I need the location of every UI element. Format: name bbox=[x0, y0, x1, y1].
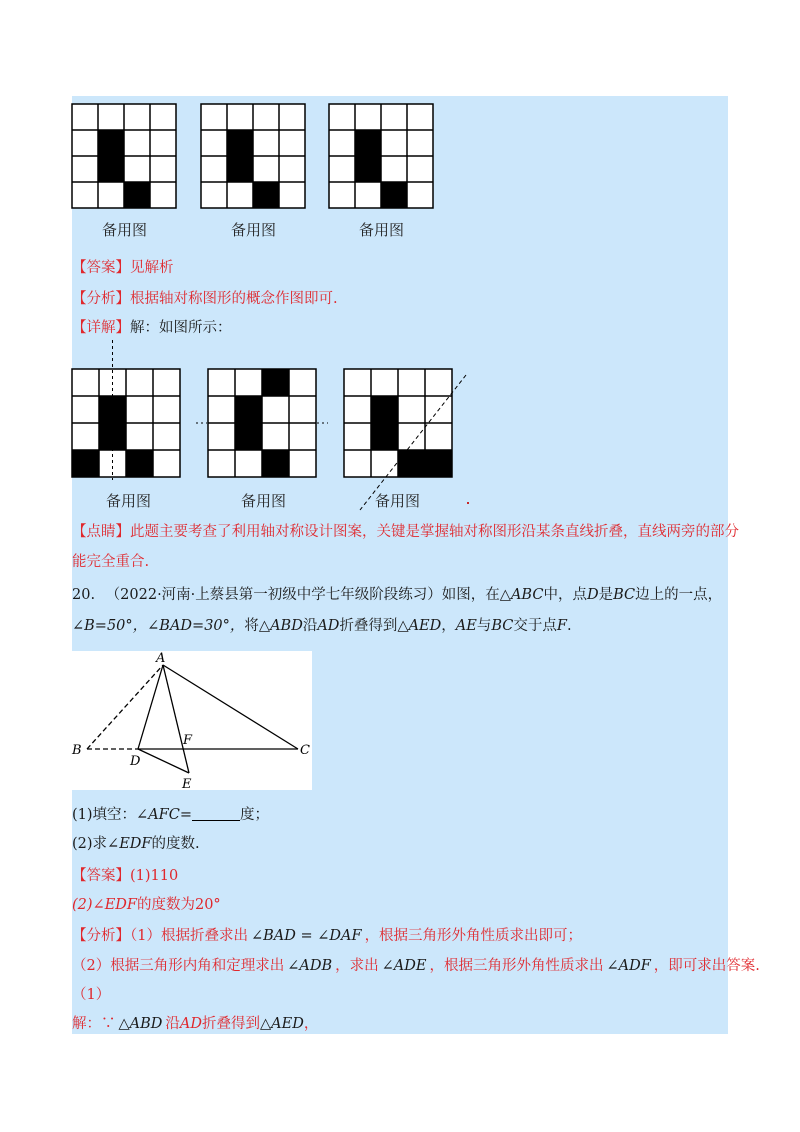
detail-text: 解：如图所示： bbox=[130, 320, 232, 336]
solution-text: 折叠得到 bbox=[202, 1016, 261, 1032]
solution-caption-2: 备用图 bbox=[241, 492, 287, 510]
analysis-text: 根据轴对称图形的概念作图即可. bbox=[130, 291, 338, 307]
backup-grid-2 bbox=[201, 104, 305, 208]
q20-text: 如图，在 bbox=[441, 587, 500, 603]
q20-angle-bad: ∠BAD=30°， bbox=[147, 618, 245, 634]
q20-text: 交于点 bbox=[513, 618, 557, 634]
solution-grid-2 bbox=[196, 365, 330, 480]
backup-caption-2: 备用图 bbox=[231, 221, 277, 239]
analysis2-math: ∠ADF bbox=[606, 958, 651, 974]
analysis2-text: ，求出 bbox=[335, 958, 379, 974]
solution-grid-1 bbox=[72, 340, 182, 480]
answer2-part1: (1)110 bbox=[130, 868, 179, 884]
q20-text: 与 bbox=[476, 618, 492, 634]
detail-line-1 bbox=[72, 318, 232, 338]
analysis2-text: （1）根据折叠求出 bbox=[130, 928, 248, 944]
q20-angle-b: ∠B=50°， bbox=[72, 618, 148, 634]
analysis2-tag: 【分析】 bbox=[72, 928, 130, 944]
q20-point-d: D bbox=[586, 587, 599, 603]
answer-line-3 bbox=[72, 895, 221, 915]
analysis2-math: ∠ADE bbox=[381, 958, 427, 974]
answer-text: 见解析 bbox=[130, 260, 174, 276]
label-b: B bbox=[72, 743, 82, 758]
q20-seg-ad: AD bbox=[317, 618, 340, 634]
solution-tri: △ABD bbox=[118, 1016, 163, 1032]
label-e: E bbox=[182, 777, 192, 792]
question-20-line-2 bbox=[72, 616, 572, 636]
solution-tri: △AED bbox=[260, 1016, 304, 1032]
analysis-line-1 bbox=[72, 289, 338, 309]
stray-dot bbox=[467, 502, 469, 504]
q20-seg-ae: AE bbox=[455, 618, 477, 634]
q20-tri-abc: △ABC bbox=[499, 587, 544, 603]
q20-point-f: F bbox=[556, 618, 567, 634]
sub-question-2 bbox=[72, 834, 200, 854]
analysis2-text: （1） bbox=[72, 987, 111, 1003]
q20-text: 是 bbox=[598, 587, 614, 603]
solution-line bbox=[72, 1014, 318, 1034]
answer2-angle: (2)∠EDF bbox=[72, 897, 137, 913]
sub1-angle-afc: ∠AFC= bbox=[136, 807, 192, 823]
comment-tag: 【点睛】 bbox=[72, 524, 130, 540]
q20-text: 将 bbox=[244, 618, 259, 634]
q20-text: 中，点 bbox=[543, 587, 587, 603]
backup-caption-3: 备用图 bbox=[359, 221, 405, 239]
answer2-tag: 【答案】 bbox=[72, 868, 130, 884]
analysis2-text: ，即可求出答案. bbox=[653, 958, 760, 974]
blank-line bbox=[192, 806, 240, 821]
q20-seg-bc: BC bbox=[491, 618, 514, 634]
q20-seg-bc: BC bbox=[613, 587, 636, 603]
q20-text: 折叠得到 bbox=[339, 618, 398, 634]
analysis-line-2 bbox=[72, 926, 582, 946]
comment-text-2: 能完全重合. bbox=[72, 554, 150, 570]
analysis2-text: ，根据三角形外角性质求出即可； bbox=[364, 928, 583, 944]
backup-caption-1: 备用图 bbox=[102, 221, 148, 239]
q20-tri-abd: △ABD bbox=[258, 618, 303, 634]
label-f: F bbox=[183, 733, 193, 748]
sub2-text: (2)求 bbox=[72, 836, 108, 852]
answer-line-1 bbox=[72, 258, 174, 278]
analysis2-text: （2）根据三角形内角和定理求出 bbox=[72, 958, 285, 974]
q20-text: 边上的一点， bbox=[635, 587, 723, 603]
comment-line-2 bbox=[72, 552, 149, 572]
q20-text: ， bbox=[441, 618, 456, 634]
detail-tag: 【详解】 bbox=[72, 320, 130, 336]
answer2-part2: 的度数为20° bbox=[136, 897, 221, 913]
analysis2-text: ，根据三角形外角性质求出 bbox=[429, 958, 604, 974]
triangle-figure bbox=[72, 651, 312, 790]
q20-text: 沿 bbox=[302, 618, 318, 634]
sub1-text: (1)填空： bbox=[72, 807, 137, 823]
solution-text: ， bbox=[303, 1016, 319, 1032]
solution-caption-1: 备用图 bbox=[106, 492, 152, 510]
answer-line-2 bbox=[72, 866, 178, 886]
solution-text: 沿 bbox=[165, 1016, 180, 1032]
backup-grid-1 bbox=[72, 104, 176, 208]
analysis-tag: 【分析】 bbox=[72, 291, 130, 307]
analysis2-math: ∠BAD = ∠DAF bbox=[250, 928, 362, 944]
analysis-line-3 bbox=[72, 956, 760, 976]
analysis-line-4 bbox=[72, 985, 110, 1005]
sub2-text: 的度数. bbox=[151, 836, 200, 852]
solution-caption-3: 备用图 bbox=[375, 492, 421, 510]
question-20-line-1 bbox=[72, 585, 722, 605]
q20-text: . bbox=[566, 618, 572, 634]
question-source: （2022·河南·上蔡县第一初级中学七年级阶段练习） bbox=[105, 587, 442, 603]
sub-question-1 bbox=[72, 805, 269, 825]
label-d: D bbox=[130, 754, 141, 769]
because-symbol: ∵ bbox=[101, 1016, 116, 1032]
solution-seg: AD bbox=[179, 1016, 203, 1032]
solution-text: 解： bbox=[72, 1016, 101, 1032]
sub2-angle-edf: ∠EDF bbox=[107, 836, 152, 852]
backup-grid-3 bbox=[329, 104, 433, 208]
question-number: 20. bbox=[72, 587, 96, 603]
analysis2-math: ∠ADB bbox=[287, 958, 333, 974]
sub1-text: 度； bbox=[239, 807, 269, 823]
label-a: A bbox=[156, 651, 166, 666]
answer-tag: 【答案】 bbox=[72, 260, 130, 276]
q20-tri-aed: △AED bbox=[397, 618, 442, 634]
comment-line-1 bbox=[72, 522, 739, 542]
comment-text-1: 此题主要考查了利用轴对称设计图案，关键是掌握轴对称图形沿某条直线折叠，直线两旁的部分 bbox=[130, 524, 739, 540]
label-c: C bbox=[300, 743, 310, 758]
